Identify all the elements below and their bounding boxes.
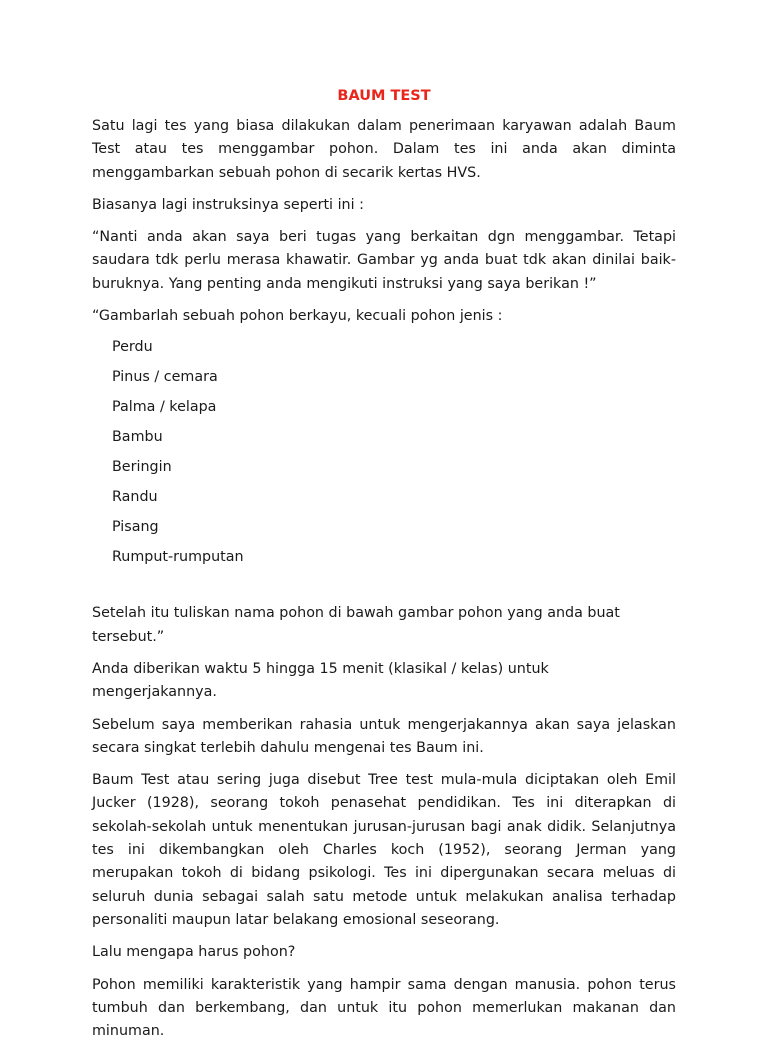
spacer bbox=[92, 577, 676, 602]
why-tree-question: Lalu mengapa harus pohon? bbox=[92, 944, 296, 961]
intro-paragraph: Satu lagi tes yang biasa dilakukan dalam penerimaan karyawan adalah Baum Test atau tes menggambar pohon. Dalam tes ini anda akan diminta menggambarkan sebuah pohon di secarik kertas HVS. bbox=[92, 118, 676, 181]
list-item: Pinus / cemara bbox=[112, 369, 218, 386]
time-limit-paragraph: Anda diberikan waktu 5 hingga 15 menit (klasikal / kelas) untuk mengerjakannya. bbox=[92, 660, 549, 701]
explanation-intro-paragraph: Sebelum saya memberikan rahasia untuk mengerjakannya akan saya jelaskan secara singkat terlebih dahulu mengenai tes Baum ini. bbox=[92, 716, 676, 756]
document-page bbox=[92, 86, 676, 1052]
list-item: Palma / kelapa bbox=[112, 399, 217, 416]
history-paragraph: Baum Test atau sering juga disebut Tree test mula-mula diciptakan oleh Emil Jucker (1928), seorang tokoh penasehat pendidikan. Tes ini diterapkan di sekolah-sekolah untuk menentukan jurusan-jurusan bagi anak didik. Selanjutnya tes ini dikembangkan oleh Charles koch (1952), seorang Jerman yang merupakan tokoh di bidang psikologi. Tes ini dipergunakan secara meluas di seluruh dunia sebagai salah satu metode untuk melakukan analisa terhadap personaliti maupun latar belakang emosional seseorang. bbox=[92, 772, 676, 928]
excluded-trees-list bbox=[92, 337, 676, 577]
list-item: Perdu bbox=[112, 339, 153, 356]
document-title: BAUM TEST bbox=[337, 88, 431, 104]
drawing-instruction-paragraph: “Gambarlah sebuah pohon berkayu, kecuali pohon jenis : bbox=[92, 308, 503, 325]
write-name-paragraph: Setelah itu tuliskan nama pohon di bawah gambar pohon yang anda buat tersebut.” bbox=[92, 605, 620, 645]
list-item: Pisang bbox=[112, 519, 159, 536]
list-item: Rumput-rumputan bbox=[112, 549, 244, 566]
list-item: Beringin bbox=[112, 459, 172, 476]
instruction-quote-paragraph: “Nanti anda akan saya beri tugas yang berkaitan dgn menggambar. Tetapi saudara tdk perlu merasa khawatir. Gambar yg anda buat tdk akan dinilai baik-buruknya. Yang penting anda mengikuti instruksi yang saya berikan !” bbox=[92, 229, 676, 292]
instruction-lead-paragraph: Biasanya lagi instruksinya seperti ini : bbox=[92, 196, 364, 213]
list-item: Randu bbox=[112, 489, 158, 506]
tree-characteristics-paragraph: Pohon memiliki karakteristik yang hampir sama dengan manusia. pohon terus tumbuh dan berkembang, dan untuk itu pohon memerlukan makanan dan minuman. bbox=[92, 976, 676, 1040]
list-item: Bambu bbox=[112, 429, 163, 446]
